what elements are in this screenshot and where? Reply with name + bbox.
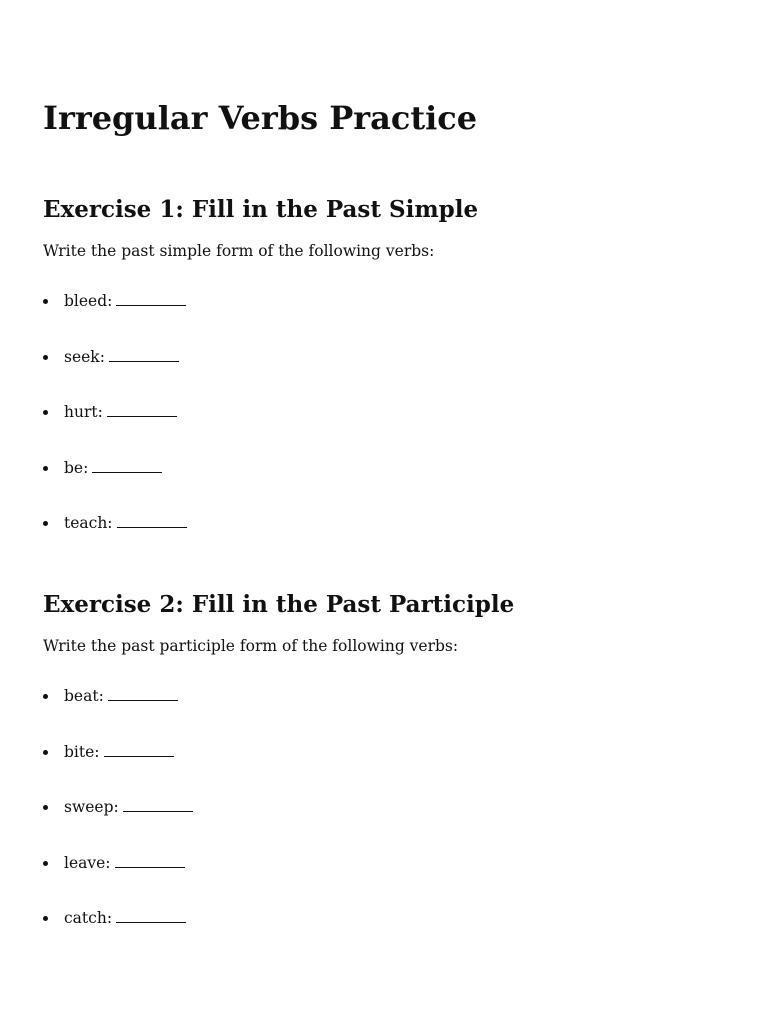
answer-blank[interactable] (116, 291, 186, 306)
exercise-1-section (43, 195, 743, 532)
exercise-2-list (43, 685, 193, 963)
exercise-1-item (43, 512, 187, 568)
exercise-1-item (43, 457, 187, 513)
answer-blank[interactable] (104, 742, 174, 757)
exercise-2-item (43, 685, 193, 741)
verb-label: hurt: (64, 403, 103, 421)
bullet-icon (43, 355, 48, 360)
answer-blank[interactable] (107, 402, 177, 417)
bullet-icon (43, 410, 48, 415)
answer-blank[interactable] (117, 513, 187, 528)
page-title: Irregular Verbs Practice (43, 99, 478, 137)
verb-label: bleed: (64, 292, 113, 310)
exercise-2-item (43, 796, 193, 852)
exercise-1-item (43, 290, 187, 346)
answer-blank[interactable] (108, 686, 178, 701)
bullet-icon (43, 805, 48, 810)
answer-blank[interactable] (109, 347, 179, 362)
exercise-2-item (43, 907, 193, 963)
exercise-1-item (43, 401, 187, 457)
exercise-1-item (43, 346, 187, 402)
answer-blank[interactable] (116, 908, 186, 923)
verb-label: beat: (64, 687, 104, 705)
verb-label: sweep: (64, 798, 119, 816)
verb-label: leave: (64, 853, 111, 872)
answer-blank[interactable] (92, 458, 162, 473)
bullet-icon (43, 861, 48, 866)
bullet-icon (43, 521, 48, 526)
exercise-2-heading: Exercise 2: Fill in the Past Participle (43, 591, 515, 618)
exercise-2-section (43, 590, 743, 927)
bullet-icon (43, 694, 48, 699)
verb-label: be: (64, 458, 89, 477)
bullet-icon (43, 750, 48, 755)
answer-blank[interactable] (115, 853, 185, 868)
bullet-icon (43, 916, 48, 921)
bullet-icon (43, 466, 48, 471)
exercise-2-item (43, 741, 193, 797)
verb-label: bite: (64, 742, 100, 761)
verb-label: teach: (64, 514, 113, 532)
bullet-icon (43, 299, 48, 304)
exercise-1-list (43, 290, 187, 568)
exercise-1-instructions: Write the past simple form of the following verbs: (43, 242, 435, 260)
verb-label: catch: (64, 909, 113, 927)
answer-blank[interactable] (123, 797, 193, 812)
exercise-1-heading: Exercise 1: Fill in the Past Simple (43, 196, 479, 223)
exercise-2-instructions: Write the past participle form of the following verbs: (43, 637, 459, 655)
verb-label: seek: (64, 347, 105, 366)
exercise-2-item (43, 852, 193, 908)
